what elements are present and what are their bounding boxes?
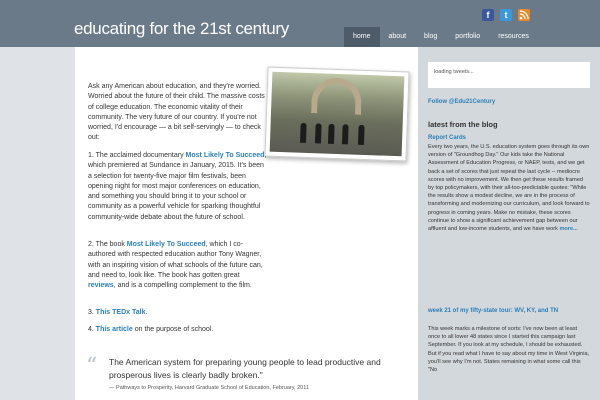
photo-figure: [358, 125, 365, 145]
item-3: [88, 308, 268, 318]
item-2-rest: , and is a compelling complement to the film.: [113, 282, 252, 290]
students-photo: [264, 67, 409, 162]
item-4-prefix: 4.: [88, 326, 96, 333]
nav-about[interactable]: about: [388, 33, 407, 40]
item-2-text: , which I co-authored with respected education author Tony Wagner, with an inspiring vision of what schools of the future can, and need to, look like. The book has gotten great: [88, 241, 263, 279]
quote-mark-icon: “: [86, 354, 98, 379]
intro-paragraph: Ask any American about education, and they're worried. Worried about the future of their child. The massive costs of college education. The economic vitality of their community. The very future of our country. If you're not worried, I'd encourage — a bit self-servingly — to check out:: [88, 83, 265, 142]
rss-icon[interactable]: [518, 9, 530, 21]
social-links: [482, 9, 530, 21]
photo-figure: [342, 124, 349, 144]
post-2-title[interactable]: week 21 of my fifty-state tour: WV, KY, and TN: [428, 308, 559, 314]
main-nav: [344, 27, 538, 47]
pull-quote: The American system for preparing young people to lead productive and prosperous lives is clearly badly broken.": [109, 357, 381, 380]
quote-source: — Pathways to Prosperity, Harvard Graduate School of Education, February, 2011: [109, 385, 309, 391]
post-1-title[interactable]: Report Cards: [428, 135, 467, 141]
photo-image: [270, 72, 405, 157]
follow-link[interactable]: Follow @Edu21Century: [428, 99, 496, 105]
item-3-prefix: 3.: [88, 309, 96, 316]
post-1-excerpt: [428, 143, 590, 233]
tweets-box: loading tweets...: [428, 62, 590, 88]
nav-home[interactable]: home: [344, 27, 380, 47]
post-2-excerpt: This week marks a milestone of sorts: I've now been at least once to all lower 48 states since I started this campaign last September. If you look at my schedule, I should be exhausted. But if you read what I have to say about my time in West Virginia, you'll see why I'm not. States remaining in what some call this "No: [428, 326, 590, 374]
site-header: [0, 0, 600, 47]
item-1-text: , which premiered at Sundance in January, 2015. It's been a selection for twenty-five major film festivals, been opening night for most major conferences on education, and something you should bring it to your school or community as a powerful vehicle for sparking thoughtful community-wide debate about the future of school.: [88, 152, 267, 221]
item-2-prefix: 2. The book: [88, 241, 127, 248]
facebook-icon[interactable]: f: [482, 9, 494, 21]
item-1-prefix: 1. The acclaimed documentary: [88, 152, 186, 159]
photo-arch: [311, 77, 362, 115]
book-link[interactable]: Most Likely To Succeed: [126, 241, 206, 248]
item-1: [88, 151, 268, 223]
post-1-text: Every two years, the U.S. education system goes through its own version of "Groundhog Day." Our kids take the National Assessment of Education Progress, or NAEP, tests, and we get back a set of scores that just repeat the last cycle -- mediocre scores with no improvement. We then get these results framed by top policymakers, with their all-too-predictable quotes: "While the results show a modest decline, we are in the process of transforming and modernizing our curriculum, and look forward to progress in coming years. Make no mistake, these scores continue to show a significant achievement gap between our affluent and low-income students, and we have work: [428, 144, 590, 233]
nav-blog[interactable]: blog: [424, 33, 438, 40]
item-4: [88, 325, 408, 335]
site-title[interactable]: educating for the 21st century: [74, 19, 289, 38]
item-3-rest: .: [145, 309, 148, 316]
photo-figure: [300, 123, 307, 143]
nav-portfolio[interactable]: portfolio: [455, 33, 481, 40]
latest-heading: latest from the blog: [428, 120, 498, 129]
nav-resources[interactable]: resources: [498, 33, 529, 40]
item-4-rest: on the purpose of school.: [132, 326, 214, 333]
post-1-more-link[interactable]: more...: [559, 226, 578, 233]
tedx-link[interactable]: This TEDx Talk: [95, 309, 146, 316]
reviews-link[interactable]: reviews: [88, 282, 114, 290]
item-2: [88, 240, 268, 291]
photo-figure: [328, 124, 335, 144]
photo-figure: [315, 123, 322, 143]
documentary-link[interactable]: Most Likely To Succeed: [185, 152, 265, 159]
twitter-icon[interactable]: t: [500, 9, 512, 21]
article-link[interactable]: This article: [95, 326, 133, 333]
